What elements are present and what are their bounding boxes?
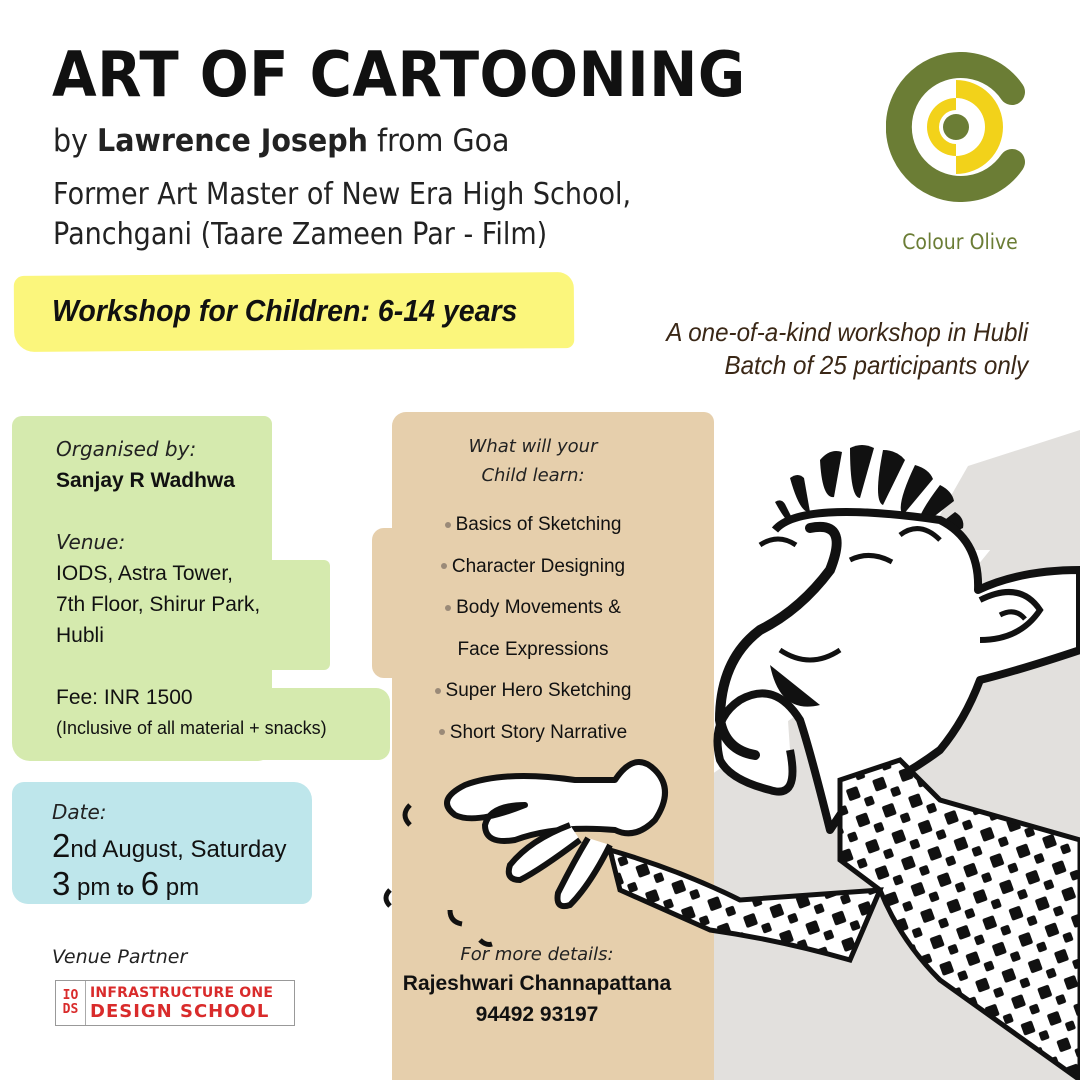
iods-logo: IO DS INFRASTRUCTURE ONE DESIGN SCHOOL	[55, 980, 295, 1026]
contact-label: For more details:	[460, 944, 614, 965]
date-card	[52, 795, 287, 906]
age-banner: Workshop for Children: 6-14 years	[52, 293, 518, 328]
date-label: Date:	[52, 800, 107, 824]
poster-title: ART OF CARTOONING	[52, 38, 746, 111]
venue-line: IODS, Astra Tower,	[56, 562, 234, 585]
artist-credentials: Former Art Master of New Era High School, Panchgani (Taare Zameen Par - Film)	[53, 177, 632, 252]
list-item: Character Designing	[392, 546, 674, 588]
venue-line: Hubli	[56, 624, 104, 647]
organiser-name: Sanjay R Wadhwa	[56, 469, 235, 492]
list-item: Face Expressions	[457, 638, 609, 660]
list-item: Body Movements &	[392, 587, 674, 629]
venue-label: Venue:	[56, 530, 126, 554]
contact-name: Rajeshwari Channapattana	[402, 972, 672, 995]
event-date: 2nd August, Saturday	[52, 827, 287, 864]
iods-mark-icon: IO DS	[56, 981, 86, 1025]
tagline: A one-of-a-kind workshop in Hubli Batch of 25 participants only	[666, 317, 1028, 380]
list-item: Basics of Sketching	[392, 504, 674, 546]
fee: Fee: INR 1500	[56, 686, 193, 709]
venue-line: 7th Floor, Shirur Park,	[56, 593, 261, 616]
colour-olive-logo-icon	[886, 52, 1026, 202]
list-item: Super Hero Sketching	[392, 670, 674, 712]
list-item: Short Story Narrative	[392, 712, 674, 754]
logo-wordmark: Colour Olive	[902, 230, 1018, 254]
byline: by Lawrence Joseph from Goa	[53, 123, 510, 159]
event-time: 3 pm to 6 pm	[52, 865, 200, 902]
venue-partner-label: Venue Partner	[52, 946, 188, 968]
artist-name: Lawrence Joseph	[97, 123, 368, 159]
organised-label: Organised by:	[56, 437, 197, 461]
contact-phone[interactable]: 94492 93197	[475, 1003, 599, 1026]
contact-block	[392, 942, 682, 1030]
info-card	[56, 434, 386, 744]
fee-note: (Inclusive of all material + snacks)	[56, 718, 327, 738]
learn-heading: What will your Child learn:	[468, 436, 598, 486]
